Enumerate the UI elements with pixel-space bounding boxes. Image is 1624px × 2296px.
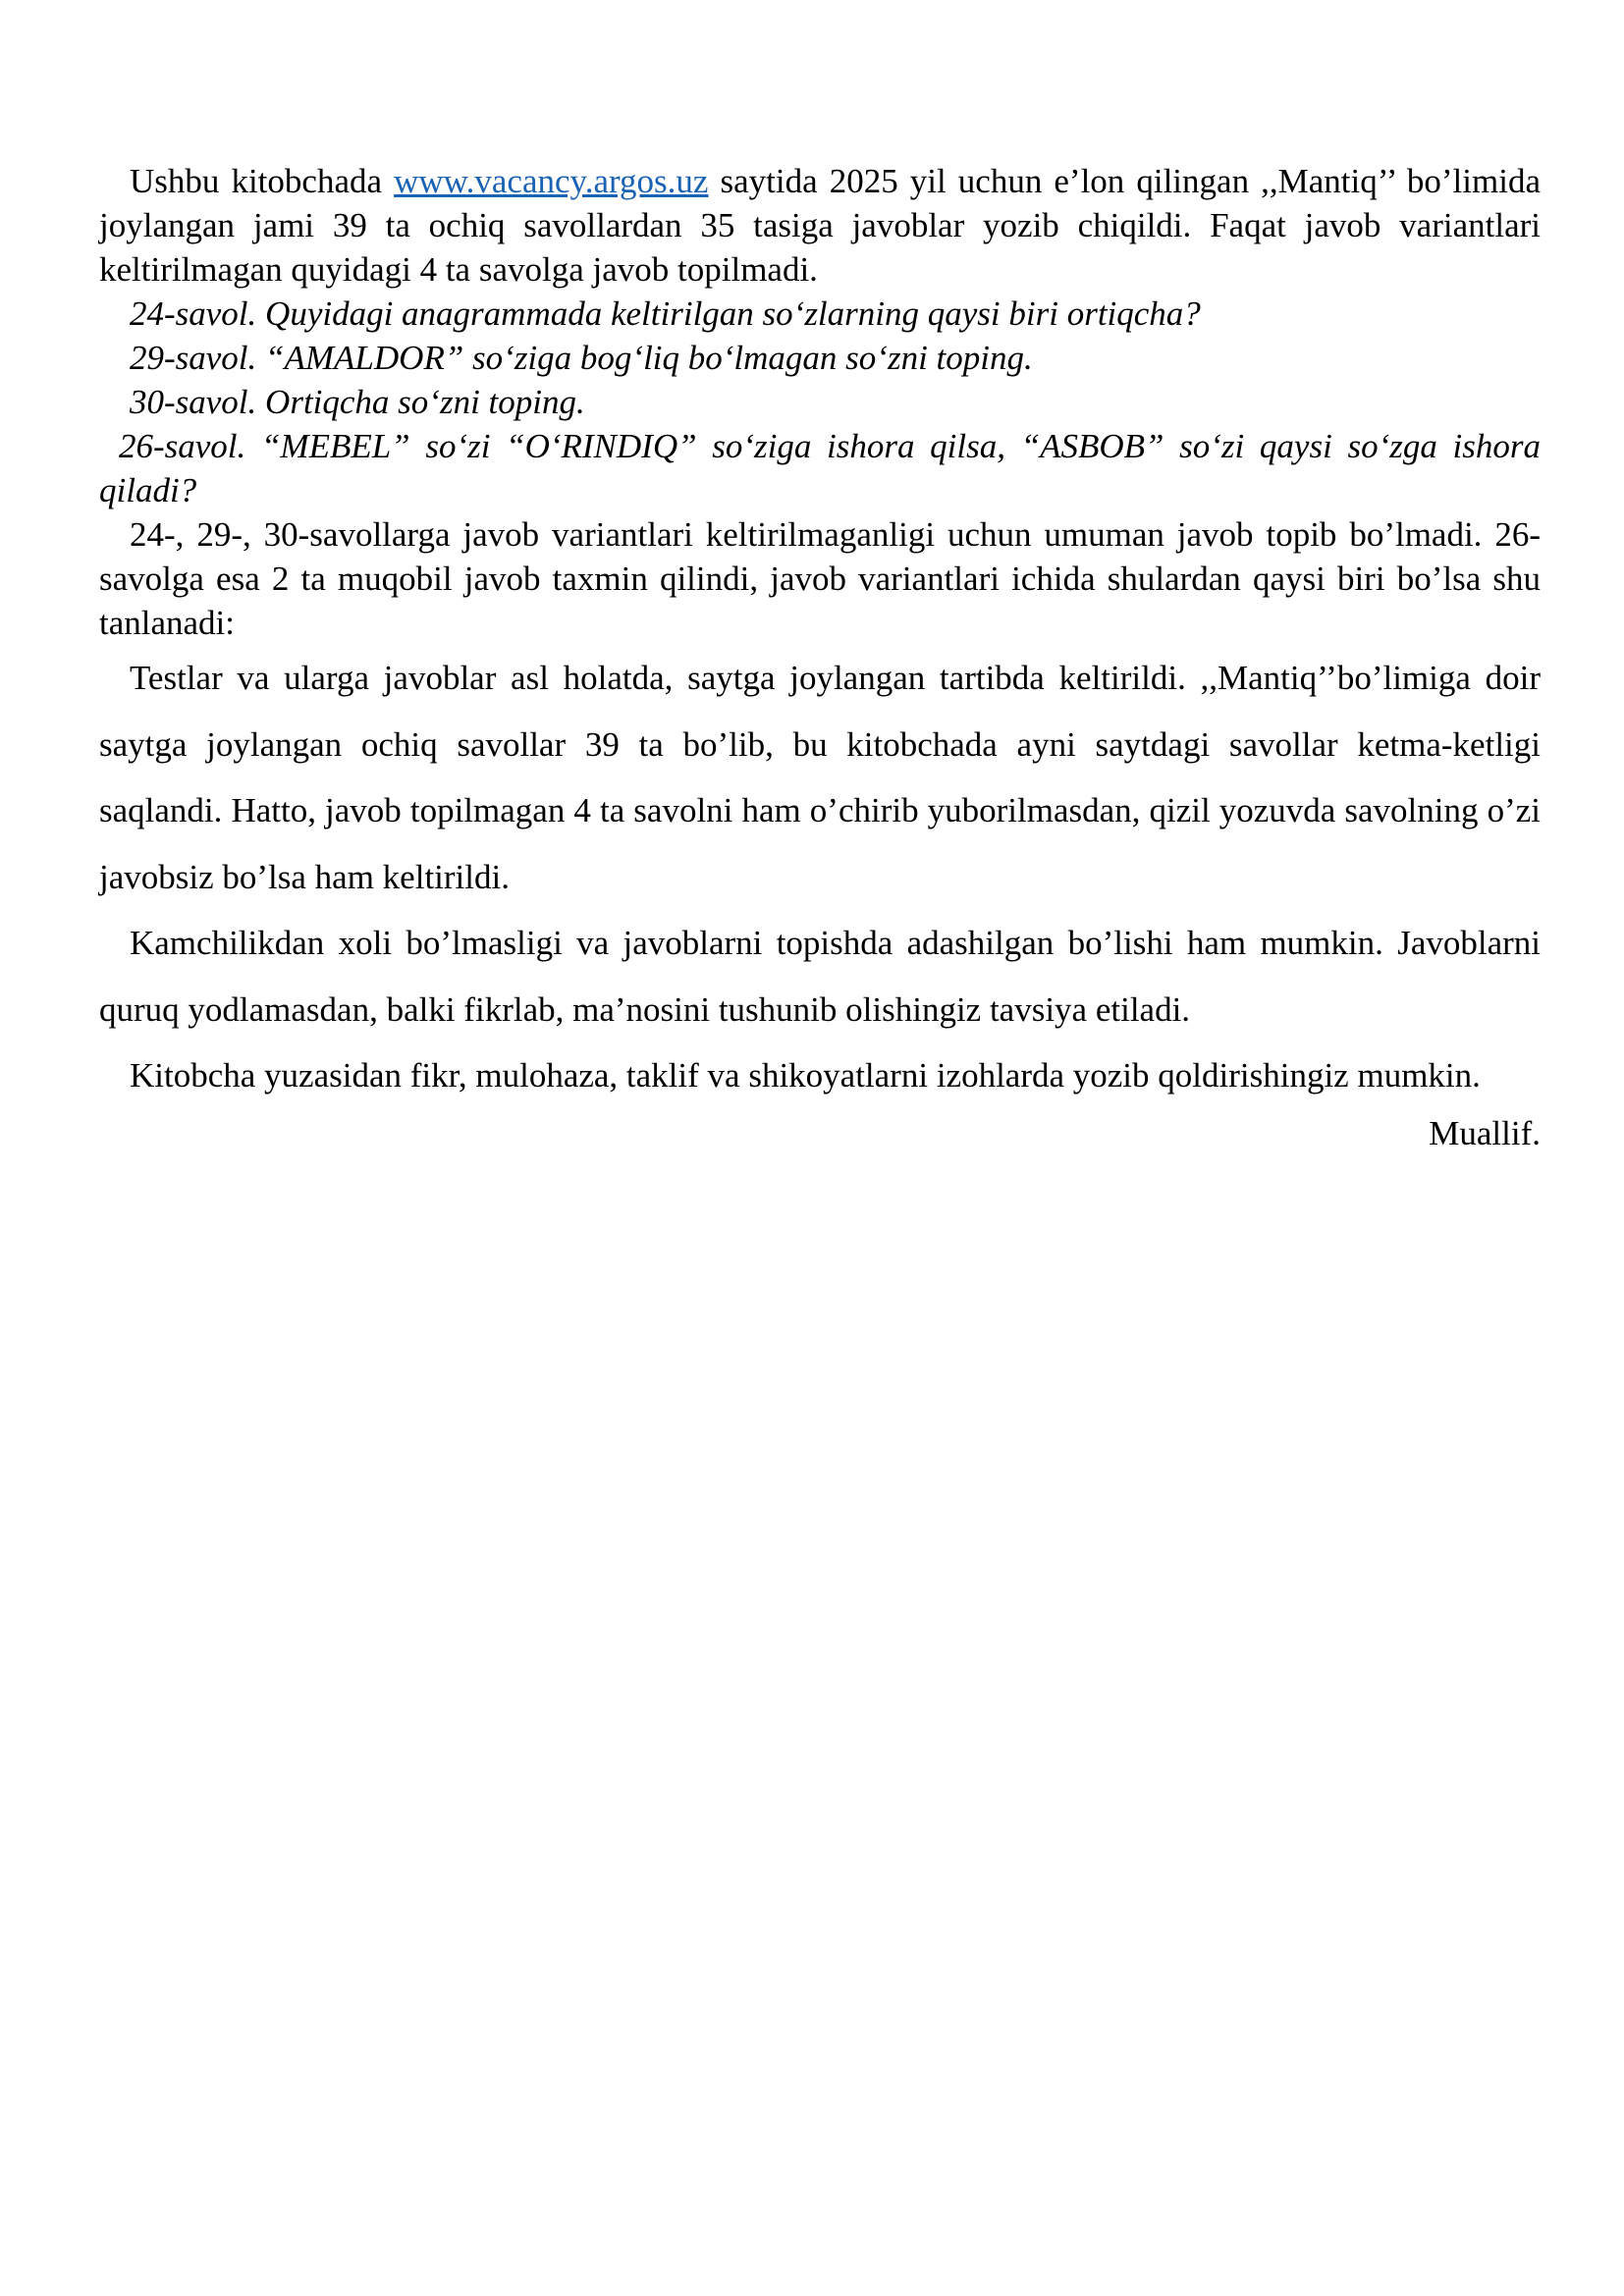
intro-paragraph xyxy=(99,159,1541,292)
author-signature: Muallif. xyxy=(1429,1113,1541,1152)
question-number: 24-savol. xyxy=(130,294,257,333)
mistakes-paragraph: Kamchilikdan xoli bo’lmasligi va javoblarni topishda adashilgan bo’lishi ham mumkin. Javoblarni quruq yodlamasdan, balki fikrlab, ma’nosini tushunib olishingiz tavsiya etiladi. xyxy=(99,924,1541,1029)
tests-order-paragraph: Testlar va ularga javoblar asl holatda, saytga joylangan tartibda keltirildi. ,,Mantiq’’bo’limiga doir saytga joylangan ochiq savollar 39 ta bo’lib, bu kitobchada ayni saytdagi savollar ketma-ketligi saqlandi. Hatto, javob topilmagan 4 ta savolni ham o’chirib yuborilmasdan, qizil yozuvda savolning o’zi javobsiz bo’lsa ham keltirildi. xyxy=(99,659,1541,896)
question-text: “AMALDOR” so‘ziga bog‘liq bo‘lmagan so‘zni toping. xyxy=(256,339,1033,377)
intro-text-before-link: Ushbu kitobchada xyxy=(130,162,395,200)
question-29 xyxy=(99,336,1541,380)
vacancy-site-link[interactable]: www.vacancy.argos.uz xyxy=(394,162,709,200)
feedback-paragraph: Kitobcha yuzasidan fikr, mulohaza, taklif va shikoyatlarni izohlarda yozib qoldirishingiz mumkin. xyxy=(130,1056,1481,1095)
question-number: 29-savol. xyxy=(130,339,257,377)
question-30 xyxy=(99,380,1541,424)
question-24 xyxy=(99,292,1541,336)
intro-text-after-link: saytida 2025 yil uchun e’lon qilingan ,,Mantiq’’ bo’limida joylangan jami 39 ta ochiq savollardan 35 tasiga javoblar yozib chiqildi. Faqat javob variantlari keltirilmagan quyidagi 4 ta savolga javob topilmadi. xyxy=(99,162,1541,289)
question-number: 26-savol. xyxy=(119,427,246,465)
question-26 xyxy=(99,424,1541,512)
question-number: 30-savol. xyxy=(130,383,257,421)
question-text: Ortiqcha so‘zni toping. xyxy=(256,383,585,421)
question-text: Quyidagi anagrammada keltirilgan so‘zlarning qaysi biri ortiqcha? xyxy=(256,294,1201,333)
no-answers-paragraph: 24-, 29-, 30-savollarga javob variantlari keltirilmaganligi uchun umuman javob topib bo’lmadi. 26-savolga esa 2 ta muqobil javob taxmin qilindi, javob variantlari ichida shulardan qaysi biri bo’lsa shu tanlanadi: xyxy=(99,515,1541,642)
question-text: “MEBEL” so‘zi “O‘RINDIQ” so‘ziga ishora qilsa, “ASBOB” so‘zi qaysi so‘zga ishora qiladi? xyxy=(99,427,1541,509)
document-page xyxy=(99,159,1541,1155)
